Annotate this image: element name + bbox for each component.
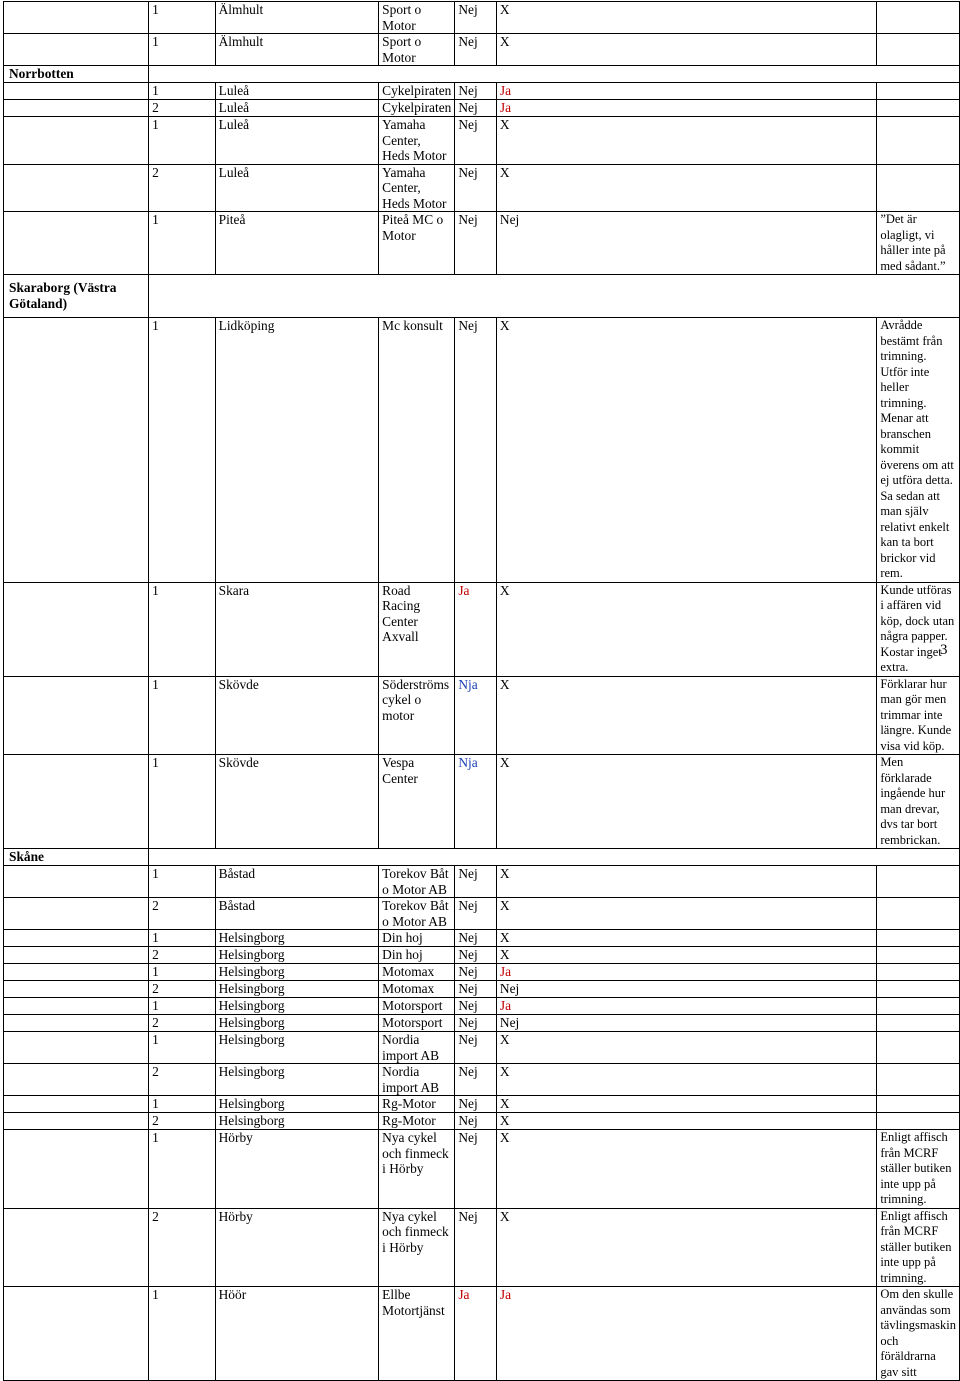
answer-a: Nja xyxy=(455,755,497,849)
row-number: 2 xyxy=(149,100,216,117)
city: Hörby xyxy=(215,1208,379,1287)
row-number: 1 xyxy=(149,117,216,165)
shop: Rg-Motor xyxy=(379,1113,455,1130)
city: Älmhult xyxy=(215,2,379,34)
row-number: 1 xyxy=(149,998,216,1015)
row-number: 2 xyxy=(149,981,216,998)
shop: Yamaha Center, Heds Motor xyxy=(379,117,455,165)
comment xyxy=(877,1032,960,1064)
row-number: 1 xyxy=(149,964,216,981)
row-number: 1 xyxy=(149,1032,216,1064)
region-cell-blank xyxy=(4,1015,149,1032)
region-cell-blank xyxy=(4,100,149,117)
row-number: 1 xyxy=(149,318,216,583)
table-row xyxy=(4,1032,960,1064)
region-cell-blank xyxy=(4,582,149,676)
city: Skövde xyxy=(215,676,379,755)
region-cell-blank xyxy=(4,1208,149,1287)
comment xyxy=(877,998,960,1015)
table-row xyxy=(4,755,960,849)
city: Helsingborg xyxy=(215,981,379,998)
city: Helsingborg xyxy=(215,1096,379,1113)
answer-b: Ja xyxy=(496,998,876,1015)
region-skaraborg: Skaraborg (Västra Götaland) xyxy=(4,275,149,318)
table-row xyxy=(4,34,960,66)
region-cell-blank xyxy=(4,318,149,583)
answer-b: Ja xyxy=(496,83,876,100)
row-number: 1 xyxy=(149,34,216,66)
region-cell-blank xyxy=(4,964,149,981)
comment xyxy=(877,1064,960,1096)
answer-a: Nej xyxy=(455,1032,497,1064)
region-cell-blank xyxy=(4,1064,149,1096)
region-cell-blank xyxy=(4,866,149,898)
region-cell-blank xyxy=(4,898,149,930)
answer-b: Ja xyxy=(496,964,876,981)
answer-a: Nej xyxy=(455,212,497,275)
answer-a: Nej xyxy=(455,930,497,947)
answer-b: Nej xyxy=(496,212,876,275)
comment xyxy=(877,100,960,117)
table-row xyxy=(4,2,960,34)
comment: ”Det är olagligt, vi håller inte på med sådant.” xyxy=(877,212,960,275)
answer-a: Nej xyxy=(455,83,497,100)
answer-a: Nej xyxy=(455,117,497,165)
table-row xyxy=(4,164,960,212)
answer-b: X xyxy=(496,34,876,66)
survey-table xyxy=(3,1,960,1381)
region-header-row xyxy=(4,66,960,83)
city: Helsingborg xyxy=(215,1015,379,1032)
table-row xyxy=(4,1287,960,1381)
city: Båstad xyxy=(215,866,379,898)
region-cell-blank xyxy=(4,212,149,275)
shop: Nordia import AB xyxy=(379,1064,455,1096)
city: Piteå xyxy=(215,212,379,275)
region-cell-blank xyxy=(4,947,149,964)
city: Helsingborg xyxy=(215,1113,379,1130)
row-number: 2 xyxy=(149,898,216,930)
city: Helsingborg xyxy=(215,964,379,981)
row-number: 1 xyxy=(149,83,216,100)
answer-a: Nej xyxy=(455,1064,497,1096)
comment xyxy=(877,1015,960,1032)
comment xyxy=(877,34,960,66)
table-row xyxy=(4,117,960,165)
answer-a: Nej xyxy=(455,898,497,930)
region-cell-blank xyxy=(4,2,149,34)
city: Luleå xyxy=(215,164,379,212)
shop: Motomax xyxy=(379,964,455,981)
comment xyxy=(877,947,960,964)
answer-b: Nej xyxy=(496,1015,876,1032)
shop: Torekov Båt o Motor AB xyxy=(379,866,455,898)
answer-a: Nej xyxy=(455,34,497,66)
shop: Nordia import AB xyxy=(379,1032,455,1064)
answer-b: X xyxy=(496,1096,876,1113)
table-row xyxy=(4,1064,960,1096)
row-number: 2 xyxy=(149,164,216,212)
answer-b: X xyxy=(496,898,876,930)
city: Hörby xyxy=(215,1130,379,1209)
city: Skara xyxy=(215,582,379,676)
comment xyxy=(877,1113,960,1130)
answer-b: X xyxy=(496,2,876,34)
city: Lidköping xyxy=(215,318,379,583)
answer-b: X xyxy=(496,866,876,898)
answer-a: Nej xyxy=(455,164,497,212)
region-cell-blank xyxy=(4,755,149,849)
shop: Mc konsult xyxy=(379,318,455,583)
shop: Din hoj xyxy=(379,930,455,947)
answer-b: Ja xyxy=(496,100,876,117)
comment: Enligt affisch från MCRF ställer butiken inte upp på trimning. xyxy=(877,1208,960,1287)
comment xyxy=(877,2,960,34)
region-header-row xyxy=(4,849,960,866)
answer-b: X xyxy=(496,930,876,947)
row-number: 2 xyxy=(149,1015,216,1032)
comment xyxy=(877,83,960,100)
city: Helsingborg xyxy=(215,1032,379,1064)
answer-a: Nej xyxy=(455,947,497,964)
region-cell-blank xyxy=(4,930,149,947)
answer-a: Nej xyxy=(455,1208,497,1287)
comment: Om den skulle användas som tävlingsmaskin och föräldrarna gav sitt xyxy=(877,1287,960,1381)
city: Luleå xyxy=(215,100,379,117)
shop: Söderströms cykel o motor xyxy=(379,676,455,755)
answer-b: X xyxy=(496,318,876,583)
shop: Din hoj xyxy=(379,947,455,964)
table-row xyxy=(4,100,960,117)
city: Luleå xyxy=(215,117,379,165)
city: Älmhult xyxy=(215,34,379,66)
row-number: 1 xyxy=(149,1130,216,1209)
answer-a: Nej xyxy=(455,318,497,583)
city: Helsingborg xyxy=(215,1064,379,1096)
row-number: 1 xyxy=(149,212,216,275)
answer-a: Nej xyxy=(455,1113,497,1130)
answer-a: Ja xyxy=(455,582,497,676)
table-row xyxy=(4,1208,960,1287)
region-cell-blank xyxy=(4,1113,149,1130)
answer-b: X xyxy=(496,117,876,165)
shop: Torekov Båt o Motor AB xyxy=(379,898,455,930)
row-number: 2 xyxy=(149,1064,216,1096)
city: Helsingborg xyxy=(215,930,379,947)
row-number: 1 xyxy=(149,1096,216,1113)
shop: Nya cykel och finmeck i Hörby xyxy=(379,1208,455,1287)
answer-b: X xyxy=(496,1130,876,1209)
row-number: 1 xyxy=(149,1287,216,1381)
row-number: 1 xyxy=(149,755,216,849)
shop: Nya cykel och finmeck i Hörby xyxy=(379,1130,455,1209)
answer-a: Nej xyxy=(455,1130,497,1209)
comment xyxy=(877,1096,960,1113)
region-cell-blank xyxy=(4,676,149,755)
region-cell-blank xyxy=(4,998,149,1015)
answer-b: X xyxy=(496,1032,876,1064)
table-row xyxy=(4,1130,960,1209)
shop: Road Racing Center Axvall xyxy=(379,582,455,676)
shop: Yamaha Center, Heds Motor xyxy=(379,164,455,212)
table-row xyxy=(4,866,960,898)
answer-a: Nej xyxy=(455,2,497,34)
row-number: 1 xyxy=(149,676,216,755)
table-row xyxy=(4,212,960,275)
answer-a: Ja xyxy=(455,1287,497,1381)
shop: Motorsport xyxy=(379,1015,455,1032)
table-row xyxy=(4,1096,960,1113)
city: Helsingborg xyxy=(215,947,379,964)
shop: Cykelpiraten xyxy=(379,83,455,100)
city: Båstad xyxy=(215,898,379,930)
answer-a: Nej xyxy=(455,100,497,117)
row-number: 2 xyxy=(149,947,216,964)
answer-b: X xyxy=(496,1064,876,1096)
answer-a: Nej xyxy=(455,981,497,998)
city: Helsingborg xyxy=(215,998,379,1015)
answer-a: Nej xyxy=(455,1096,497,1113)
row-number: 1 xyxy=(149,930,216,947)
answer-b: X xyxy=(496,755,876,849)
table-row xyxy=(4,318,960,583)
answer-a: Nej xyxy=(455,964,497,981)
shop: Ellbe Motortjänst xyxy=(379,1287,455,1381)
region-header-blank xyxy=(149,849,960,866)
table-row xyxy=(4,83,960,100)
comment xyxy=(877,898,960,930)
city: Luleå xyxy=(215,83,379,100)
table-row xyxy=(4,981,960,998)
region-header-row xyxy=(4,275,960,318)
shop: Cykelpiraten xyxy=(379,100,455,117)
comment xyxy=(877,981,960,998)
table-row xyxy=(4,964,960,981)
shop: Motomax xyxy=(379,981,455,998)
row-number: 2 xyxy=(149,1113,216,1130)
answer-a: Nja xyxy=(455,676,497,755)
region-cell-blank xyxy=(4,1130,149,1209)
row-number: 2 xyxy=(149,1208,216,1287)
region-header-blank xyxy=(149,66,960,83)
comment: Avrådde bestämt från trimning. Utför inte heller trimning. Menar att branschen kommit överens om att ej utföra detta. Sa sedan att man själv relativt enkelt kan ta bort brickor vid rem. xyxy=(877,318,960,583)
shop: Rg-Motor xyxy=(379,1096,455,1113)
answer-b: X xyxy=(496,1113,876,1130)
region-cell-blank xyxy=(4,83,149,100)
table-row xyxy=(4,947,960,964)
city: Skövde xyxy=(215,755,379,849)
row-number: 1 xyxy=(149,582,216,676)
shop: Vespa Center xyxy=(379,755,455,849)
region-cell-blank xyxy=(4,117,149,165)
region-skane: Skåne xyxy=(4,849,149,866)
region-header-blank xyxy=(149,275,960,318)
table-row xyxy=(4,930,960,947)
table-row xyxy=(4,676,960,755)
answer-a: Nej xyxy=(455,1015,497,1032)
comment: Kunde utföras i affären vid köp, dock utan några papper. Kostar inget extra. xyxy=(877,582,960,676)
table-row xyxy=(4,1113,960,1130)
shop: Motorsport xyxy=(379,998,455,1015)
answer-b: X xyxy=(496,164,876,212)
answer-b: X xyxy=(496,947,876,964)
page-number: 3 xyxy=(940,642,948,658)
table-row xyxy=(4,998,960,1015)
answer-a: Nej xyxy=(455,998,497,1015)
table-row xyxy=(4,1015,960,1032)
shop: Piteå MC o Motor xyxy=(379,212,455,275)
region-cell-blank xyxy=(4,1096,149,1113)
comment xyxy=(877,964,960,981)
comment: Enligt affisch från MCRF ställer butiken inte upp på trimning. xyxy=(877,1130,960,1209)
answer-b: X xyxy=(496,676,876,755)
shop: Sport o Motor xyxy=(379,34,455,66)
comment xyxy=(877,117,960,165)
row-number: 1 xyxy=(149,2,216,34)
comment xyxy=(877,930,960,947)
answer-b: X xyxy=(496,582,876,676)
city: Höör xyxy=(215,1287,379,1381)
answer-b: X xyxy=(496,1208,876,1287)
answer-a: Nej xyxy=(455,866,497,898)
row-number: 1 xyxy=(149,866,216,898)
region-norrbotten: Norrbotten xyxy=(4,66,149,83)
region-cell-blank xyxy=(4,1287,149,1381)
comment: Förklarar hur man gör men trimmar inte längre. Kunde visa vid köp. xyxy=(877,676,960,755)
region-cell-blank xyxy=(4,34,149,66)
answer-b: Ja xyxy=(496,1287,876,1381)
comment xyxy=(877,866,960,898)
shop: Sport o Motor xyxy=(379,2,455,34)
region-cell-blank xyxy=(4,981,149,998)
comment xyxy=(877,164,960,212)
region-cell-blank xyxy=(4,164,149,212)
table-row xyxy=(4,898,960,930)
table-row xyxy=(4,582,960,676)
answer-b: Nej xyxy=(496,981,876,998)
region-cell-blank xyxy=(4,1032,149,1064)
comment: Men förklarade ingående hur man drevar, dvs tar bort rembrickan. xyxy=(877,755,960,849)
